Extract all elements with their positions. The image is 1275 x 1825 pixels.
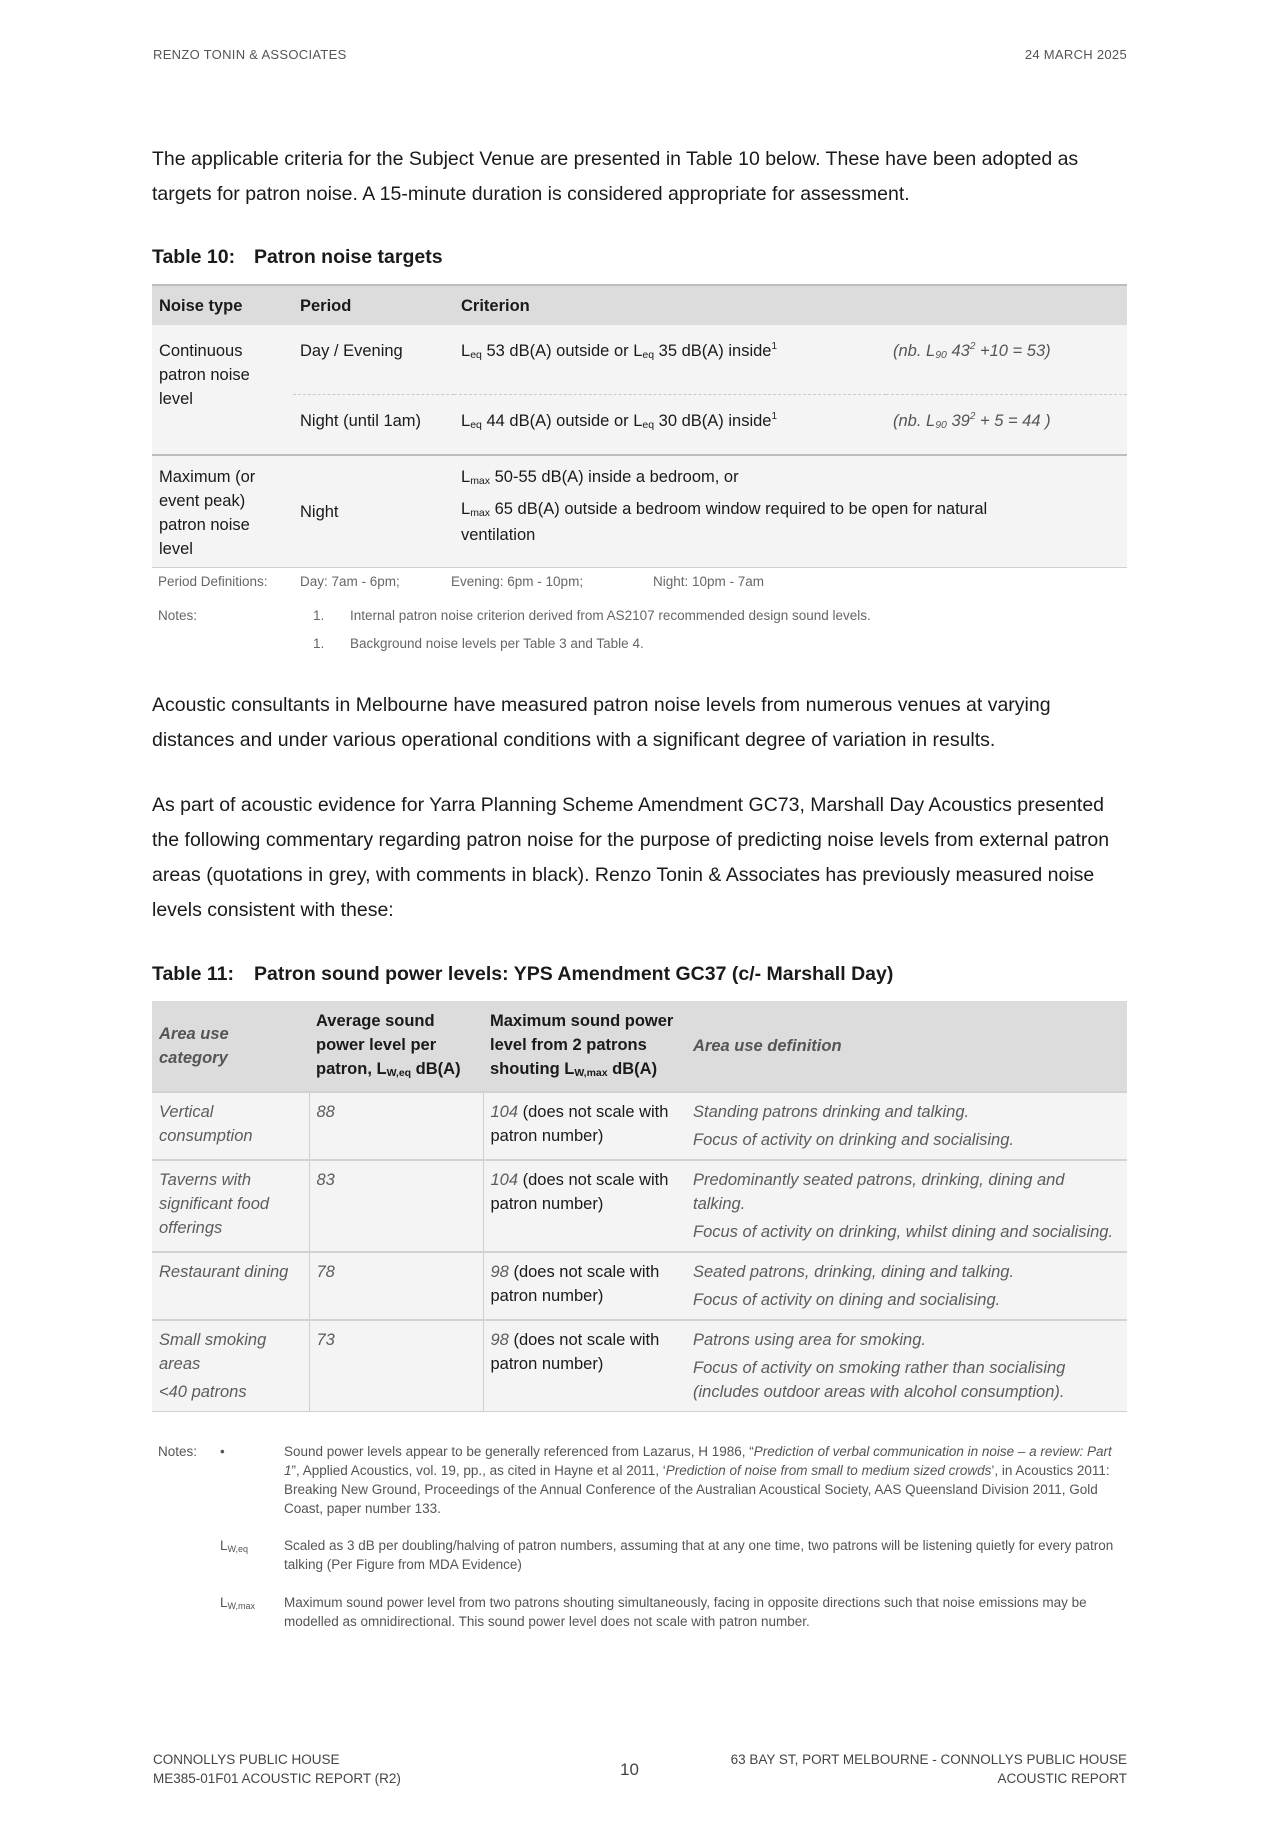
table-row	[152, 1092, 1127, 1160]
period-definition-day: Day: 7am - 6pm;	[300, 574, 400, 589]
page-number: 10	[620, 1760, 639, 1779]
header-area-use-category: Area use category	[152, 1001, 309, 1092]
note-bullet: •	[220, 1444, 225, 1459]
area-use-category: Vertical consumption	[152, 1092, 309, 1160]
maximum-sound-power: 98 (does not scale with patron number)	[483, 1320, 686, 1412]
criterion-day-evening: Leq 53 dB(A) outside or Leq 35 dB(A) inside$^1$	[454, 325, 886, 395]
patron-noise-targets-table	[152, 284, 1127, 568]
table11-caption	[152, 963, 893, 986]
criterion-night: Leq 44 dB(A) outside or Leq 30 dB(A) inside$^1$	[454, 395, 886, 456]
patron-sound-power-table	[152, 1001, 1127, 1412]
area-use-category: Taverns with significant food offerings	[152, 1160, 309, 1252]
background-note-day: (nb. L90 $43^2 +10 = 53$)	[886, 325, 1127, 395]
table-row	[152, 1252, 1127, 1320]
footer-report-type: ACOUSTIC REPORT	[997, 1771, 1127, 1786]
header-average-sound-power: Average sound power level per patron, LW,eq dB(A)	[309, 1001, 483, 1092]
noise-type-maximum: Maximum (or event peak) patron noise level	[152, 455, 293, 568]
table11-notes-label: Notes:	[158, 1444, 198, 1459]
table-row	[152, 455, 1127, 568]
period-definition-night: Night: 10pm - 7am	[653, 574, 765, 589]
area-use-definition: Seated patrons, drinking, dining and talking. Focus of activity on dining and socialising.	[686, 1252, 1127, 1320]
footer-project-name: CONNOLLYS PUBLIC HOUSE	[153, 1752, 340, 1767]
header-period: Period	[293, 285, 454, 325]
average-sound-power: 88	[309, 1092, 483, 1160]
footer-left	[153, 1750, 401, 1788]
criterion-maximum: Lmax 50-55 dB(A) inside a bedroom, or Lmax 65 dB(A) outside a bedroom window required to be open for natural ventilation	[454, 455, 1127, 568]
note-lweq-symbol: LW,eq	[220, 1538, 249, 1554]
average-sound-power: 78	[309, 1252, 483, 1320]
footer-right	[731, 1750, 1127, 1788]
table10-caption-number: Table 10:	[152, 246, 236, 268]
note-number: 1.	[313, 636, 325, 651]
table-header-row	[152, 285, 1127, 325]
intro-paragraph: The applicable criteria for the Subject Venue are presented in Table 10 below. These have been adopted as targets for patron noise. A 15-minute duration is considered appropriate for assessment.	[152, 148, 1079, 205]
note-text: Internal patron noise criterion derived from AS2107 recommended design sound levels.	[350, 608, 871, 623]
table10-caption	[152, 246, 443, 269]
area-use-category: Small smoking areas <40 patrons	[152, 1320, 309, 1412]
period-day-evening: Day / Evening	[293, 325, 454, 395]
header-date: 24 MARCH 2025	[1024, 47, 1127, 62]
table-row	[152, 1160, 1127, 1252]
note-lwmax-text: Maximum sound power level from two patrons shouting simultaneously, facing in opposite directions such that noise emissions may be modelled as omnidirectional. This sound power level does not scale with patron number.	[284, 1595, 1087, 1629]
header-noise-type: Noise type	[152, 285, 293, 325]
table-row	[152, 325, 1127, 395]
period-night: Night (until 1am)	[293, 395, 454, 456]
footer-report-number: ME385-01F01 ACOUSTIC REPORT (R2)	[153, 1771, 401, 1786]
period-definition-evening: Evening: 6pm - 10pm;	[451, 574, 584, 589]
consultants-paragraph: Acoustic consultants in Melbourne have measured patron noise levels from numerous venues at varying distances and under various operational conditions with a significant degree of variation in results.	[152, 694, 1051, 751]
header-company: RENZO TONIN & ASSOCIATES	[153, 47, 347, 62]
maximum-sound-power: 104 (does not scale with patron number)	[483, 1092, 686, 1160]
gc73-evidence-paragraph: As part of acoustic evidence for Yarra Planning Scheme Amendment GC73, Marshall Day Acoustics presented the following commentary regarding patron noise for the purpose of predicting noise levels from external patron areas (quotations in grey, with comments in black). Renzo Tonin & Associates has previously measured noise levels consistent with these:	[152, 794, 1110, 921]
average-sound-power: 83	[309, 1160, 483, 1252]
note-lwmax-symbol: LW,max	[220, 1595, 256, 1611]
header-criterion: Criterion	[454, 285, 886, 325]
header-area-use-definition: Area use definition	[686, 1001, 1127, 1092]
period-definitions-label: Period Definitions:	[158, 574, 268, 589]
table-row	[152, 1320, 1127, 1412]
area-use-definition: Predominantly seated patrons, drinking, dining and talking. Focus of activity on drinking, whilst dining and socialising.	[686, 1160, 1127, 1252]
table-row	[152, 395, 1127, 456]
footer-address: 63 BAY ST, PORT MELBOURNE - CONNOLLYS PUBLIC HOUSE	[730, 1752, 1127, 1767]
table-header-row	[152, 1001, 1127, 1092]
area-use-category: Restaurant dining	[152, 1252, 309, 1320]
table10-caption-title: Patron noise targets	[254, 246, 443, 268]
area-use-definition: Standing patrons drinking and talking. Focus of activity on drinking and socialising.	[686, 1092, 1127, 1160]
noise-type-continuous: Continuous patron noise level	[152, 325, 293, 455]
average-sound-power: 73	[309, 1320, 483, 1412]
area-use-definition: Patrons using area for smoking. Focus of activity on smoking rather than socialising (includes outdoor areas with alcohol consumption).	[686, 1320, 1127, 1412]
table10-notes-label: Notes:	[158, 608, 198, 623]
maximum-sound-power: 98 (does not scale with patron number)	[483, 1252, 686, 1320]
table11-caption-title: Patron sound power levels: YPS Amendment GC37 (c/- Marshall Day)	[254, 963, 894, 985]
header-blank	[886, 285, 1127, 325]
note-lazarus-reference: Sound power levels appear to be generally referenced from Lazarus, H 1986, “Prediction of verbal communication in noise – a review: Part 1”, Applied Acoustics, vol. 19, pp., as cited in Hayne et al 2011, ‘Prediction of noise from small to medium sized crowds’, in Acoustics 2011: Breaking New Ground, Proceedings of the Annual Conference of the Australian Acoustical Society, AAS Queensland Division 2011, Gold Coast, paper number 133.	[284, 1444, 1112, 1516]
period-maximum-night: Night	[293, 455, 454, 568]
note-lweq-text: Scaled as 3 dB per doubling/halving of patron numbers, assuming that at any one time, two patrons will be listening quietly for every patron talking (Per Figure from MDA Evidence)	[284, 1538, 1114, 1572]
maximum-sound-power: 104 (does not scale with patron number)	[483, 1160, 686, 1252]
background-note-night: (nb. L90 $39^2 + 5 = 44$ )	[886, 395, 1127, 456]
header-maximum-sound-power: Maximum sound power level from 2 patrons shouting LW,max dB(A)	[483, 1001, 686, 1092]
note-number: 1.	[313, 608, 325, 623]
table11-caption-number: Table 11:	[152, 963, 235, 985]
note-text: Background noise levels per Table 3 and Table 4.	[350, 636, 644, 651]
